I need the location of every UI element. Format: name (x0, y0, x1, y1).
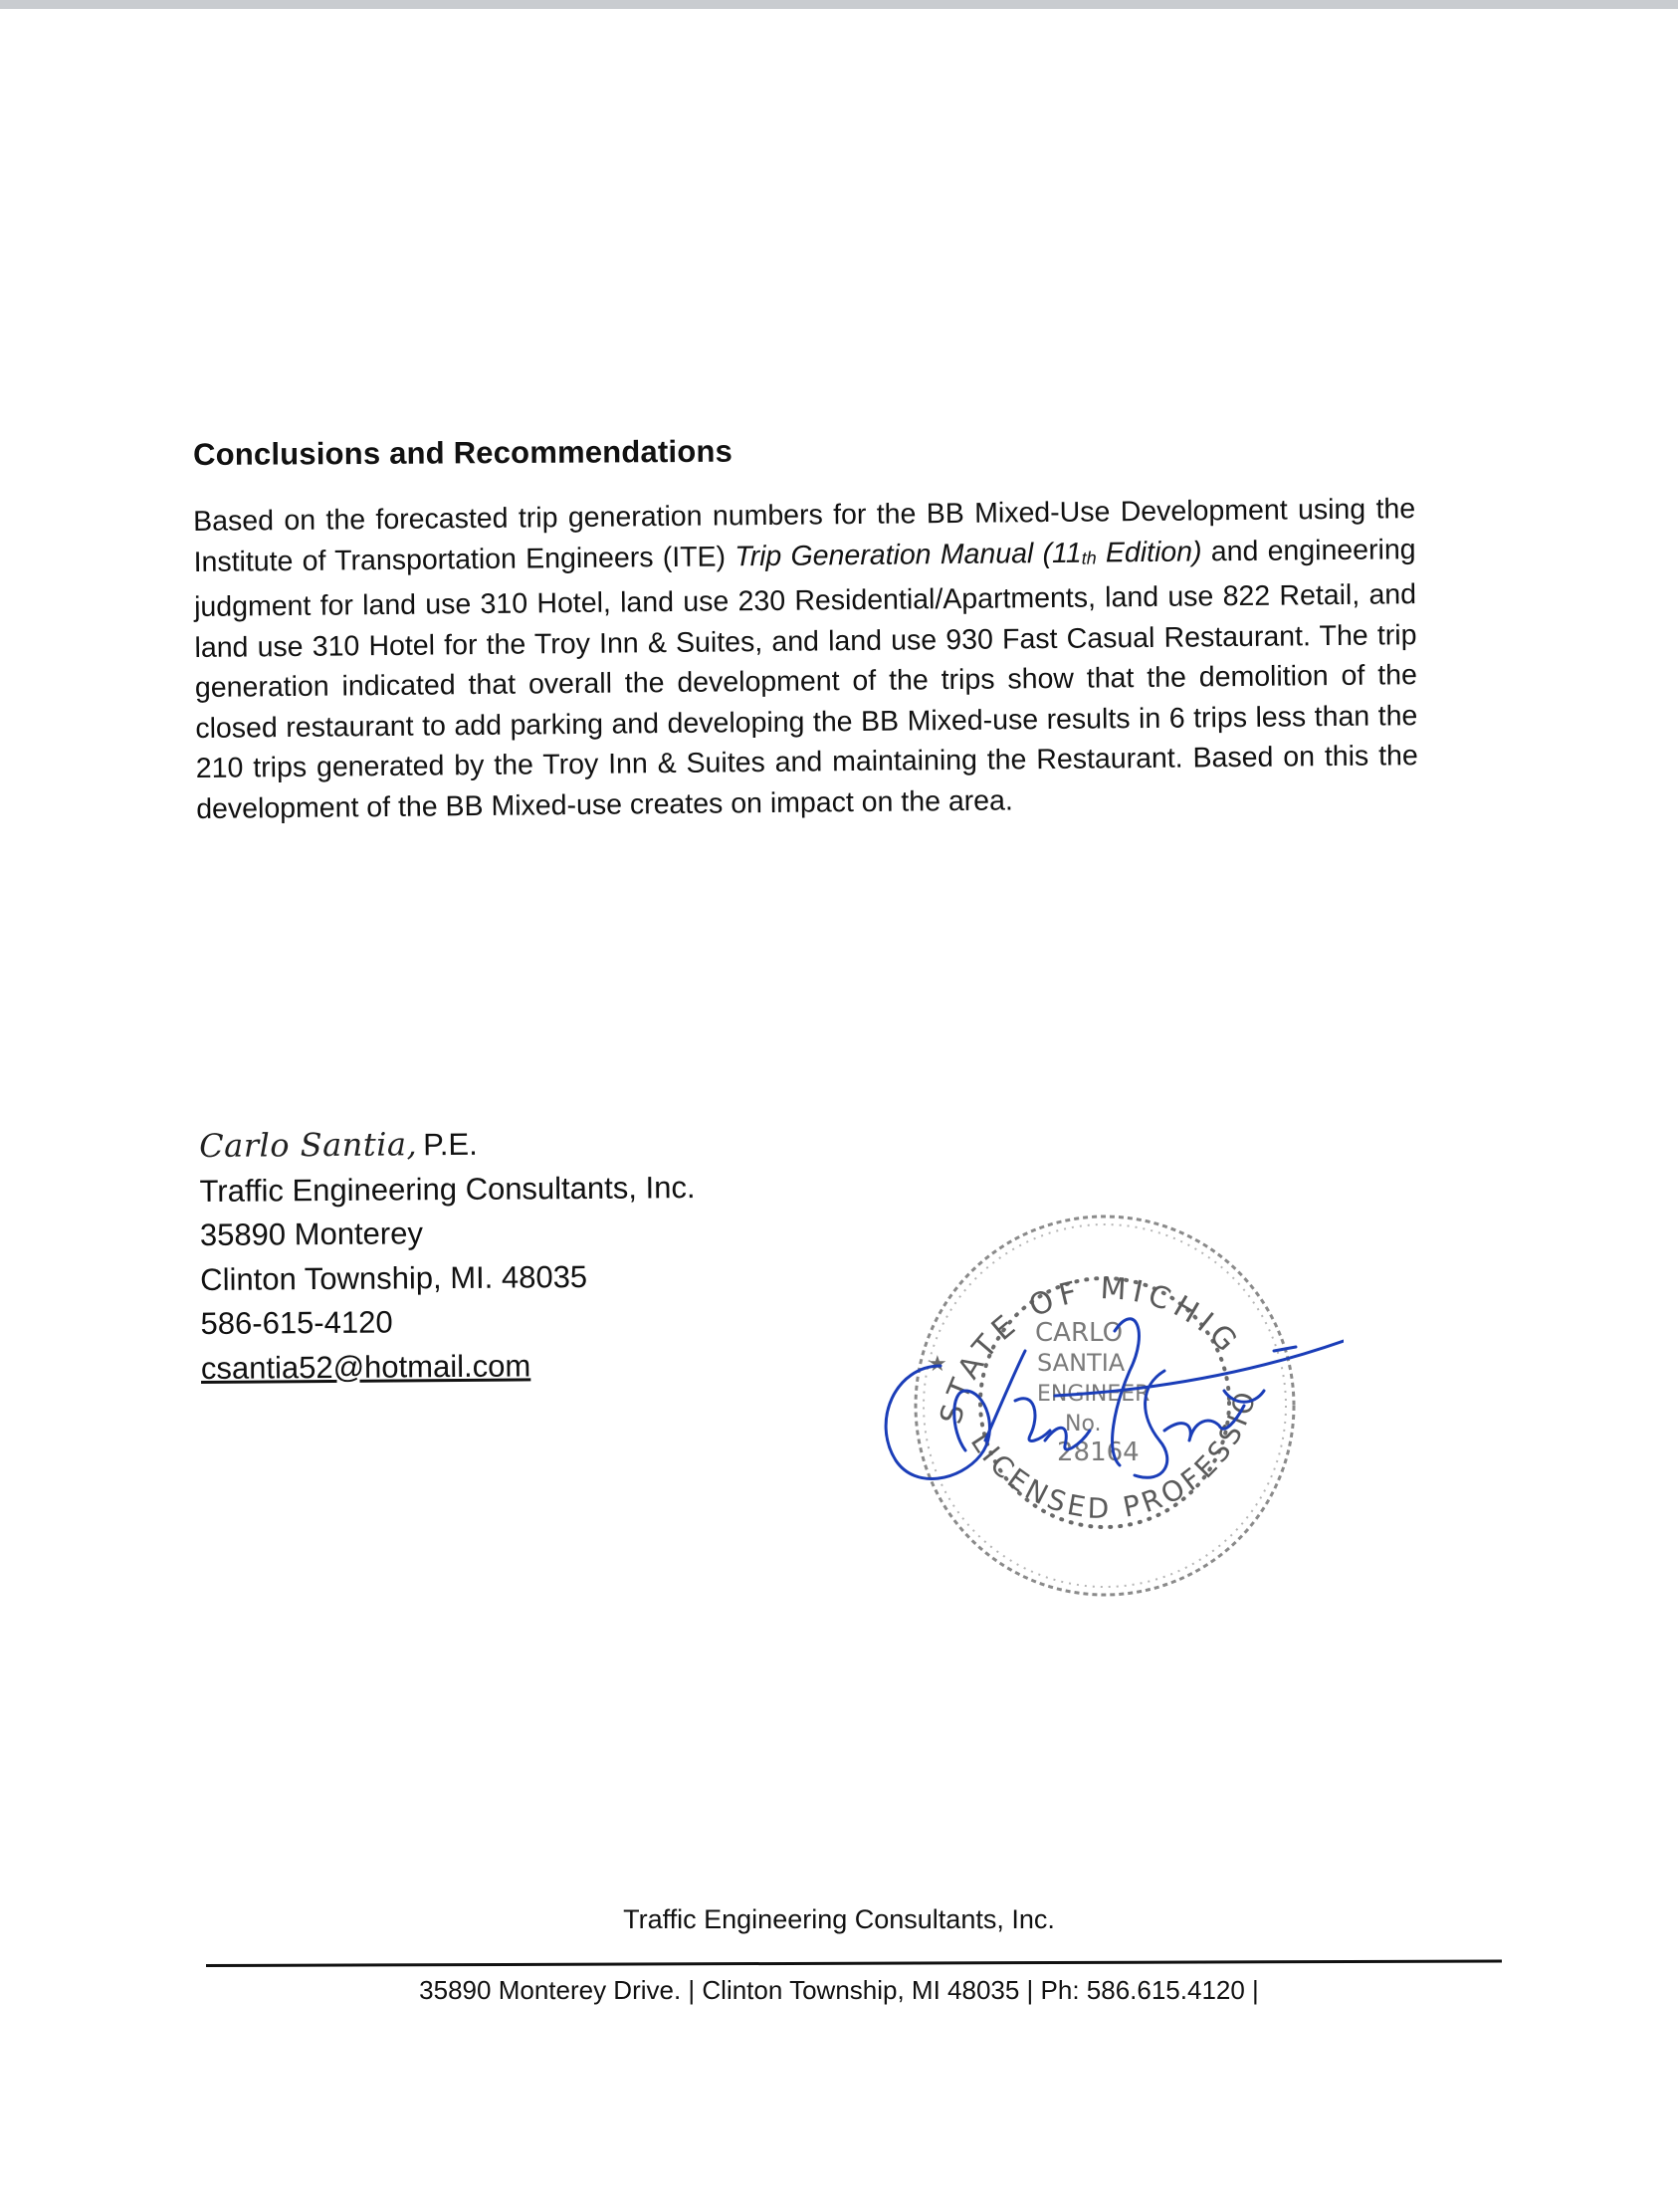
paragraph-part1: Based on the forecasted trip generation numbers for the BB Mixed-Use Development using the Institute of Transportation Engineers (ITE) (193, 493, 1416, 578)
street-address: 35890 Monterey (199, 1216, 424, 1252)
manual-title: Trip Generation Manual (11 (734, 537, 1082, 572)
footer-address: 35890 Monterey Drive. | Clinton Township, MI 48035 | Ph: 586.615.4120 | (419, 1975, 1259, 2005)
seal-name-line1: CARLO (1035, 1318, 1124, 1348)
seal-title-line: ENGINEER (1037, 1382, 1151, 1407)
paragraph-part2: and engineering judgment for land use 310 Hotel, land use 230 Residential/Apartments, land use 822 Retail, and land use 310 Hotel for the Troy Inn & Suites, and land use 930 Fast Casual Restaurant. The trip generation indicated that overall the development of the trips show that the demolition of the closed restaurant to add parking and developing the BB Mixed-use results in 6 trips less than the 210 trips generated by the Troy Inn & Suites and maintaining the Restaurant. Based on this the development of the BB Mixed-use creates on impact on the area. (193, 533, 1418, 825)
edition-word: Edition) (1096, 535, 1202, 568)
email-link[interactable]: csantia52@hotmail.com (200, 1347, 531, 1386)
edition-suffix: th (1081, 547, 1097, 568)
engineer-seal (866, 1192, 1344, 1610)
signature-line (199, 1120, 695, 1169)
handwritten-signature: Carlo Santia, (199, 1125, 418, 1165)
conclusions-paragraph (193, 489, 1418, 829)
footer-company: Traffic Engineering Consultants, Inc. (623, 1904, 1055, 1934)
seal-bottom-arc-text: LICENSED PROFESSIO (963, 1384, 1264, 1526)
phone-number: 586-615-4120 (200, 1304, 393, 1341)
paragraph-text (193, 489, 1418, 829)
seal-number: 28164 (1057, 1438, 1140, 1467)
seal-name-line2: SANTIA (1037, 1349, 1126, 1377)
company-name: Traffic Engineering Consultants, Inc. (199, 1169, 696, 1209)
section-heading: Conclusions and Recommendations (193, 433, 734, 472)
credential: P.E. (423, 1126, 478, 1163)
scan-top-edge (0, 0, 1678, 9)
signature-block (199, 1120, 697, 1391)
seal-svg (866, 1192, 1344, 1610)
seal-number-label: No. (1065, 1412, 1102, 1437)
city-state-zip: Clinton Township, MI. 48035 (200, 1258, 588, 1297)
document-page (0, 9, 1678, 2212)
footer-divider (206, 1959, 1502, 1967)
seal-star-icon: ★ (928, 1352, 947, 1377)
seal-top-arc-text: STATE OF MICHIG (934, 1271, 1248, 1428)
